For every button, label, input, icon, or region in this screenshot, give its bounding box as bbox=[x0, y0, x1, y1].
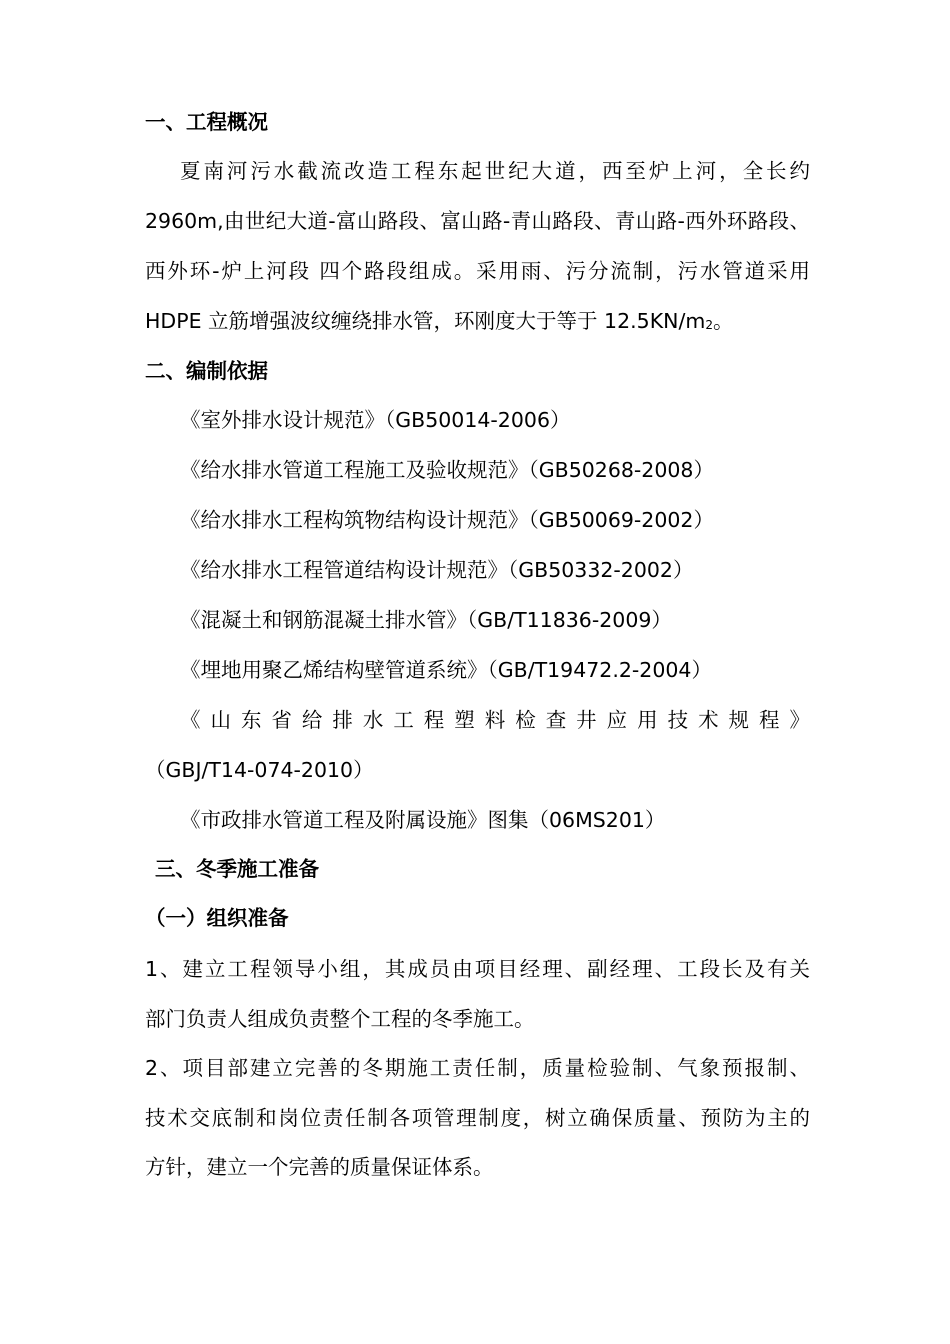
reference-item: 《埋地用聚乙烯结构壁管道系统》（GB/T19472.2-2004） bbox=[180, 658, 712, 682]
item-1-line: 1、建立工程领导小组，其成员由项目经理、副经理、工段长及有关 bbox=[145, 957, 810, 981]
reference-item-continued: （GBJ/T14-074-2010） bbox=[145, 758, 374, 782]
reference-item: 《给水排水管道工程施工及验收规范》（GB50268-2008） bbox=[180, 458, 714, 482]
overview-paragraph-line: 西外环-炉上河段 四个路段组成。采用雨、污分流制，污水管道采用 bbox=[145, 259, 810, 283]
reference-item: 《山东省给排水工程塑料检查井应用技术规程》 bbox=[180, 708, 810, 732]
item-1-line: 部门负责人组成负责整个工程的冬季施工。 bbox=[145, 1007, 535, 1031]
superscript-2: 2 bbox=[705, 318, 713, 332]
overview-paragraph-line: 2960m,由世纪大道-富山路段、富山路-青山路段、青山路-西外环路段、 bbox=[145, 209, 810, 233]
overview-paragraph-line: 夏南河污水截流改造工程东起世纪大道，西至炉上河，全长约 bbox=[180, 159, 810, 183]
overview-line-text: HDPE 立筋增强波纹缠绕排水管，环刚度大于等于 12.5KN/m bbox=[145, 309, 706, 333]
section-heading-overview: 一、工程概况 bbox=[145, 110, 268, 134]
item-2-line: 技术交底制和岗位责任制各项管理制度，树立确保质量、预防为主的 bbox=[145, 1106, 810, 1130]
reference-item: 《给水排水工程构筑物结构设计规范》（GB50069-2002） bbox=[180, 508, 714, 532]
reference-item: 《给水排水工程管道结构设计规范》（GB50332-2002） bbox=[180, 558, 694, 582]
reference-item: 《混凝土和钢筋混凝土排水管》（GB/T11836-2009） bbox=[180, 608, 672, 632]
reference-item: 《市政排水管道工程及附属设施》图集（06MS201） bbox=[180, 808, 666, 832]
item-2-line: 2、项目部建立完善的冬期施工责任制，质量检验制、气象预报制、 bbox=[145, 1056, 810, 1080]
section-heading-basis: 二、编制依据 bbox=[145, 359, 268, 383]
overview-paragraph-line bbox=[145, 307, 810, 339]
overview-line-end: 。 bbox=[713, 309, 734, 333]
subsection-heading-organization: （一）组织准备 bbox=[145, 906, 289, 930]
item-2-line: 方针，建立一个完善的质量保证体系。 bbox=[145, 1155, 494, 1179]
reference-item: 《室外排水设计规范》（GB50014-2006） bbox=[180, 408, 571, 432]
section-heading-winter-prep: 三、冬季施工准备 bbox=[155, 857, 319, 881]
